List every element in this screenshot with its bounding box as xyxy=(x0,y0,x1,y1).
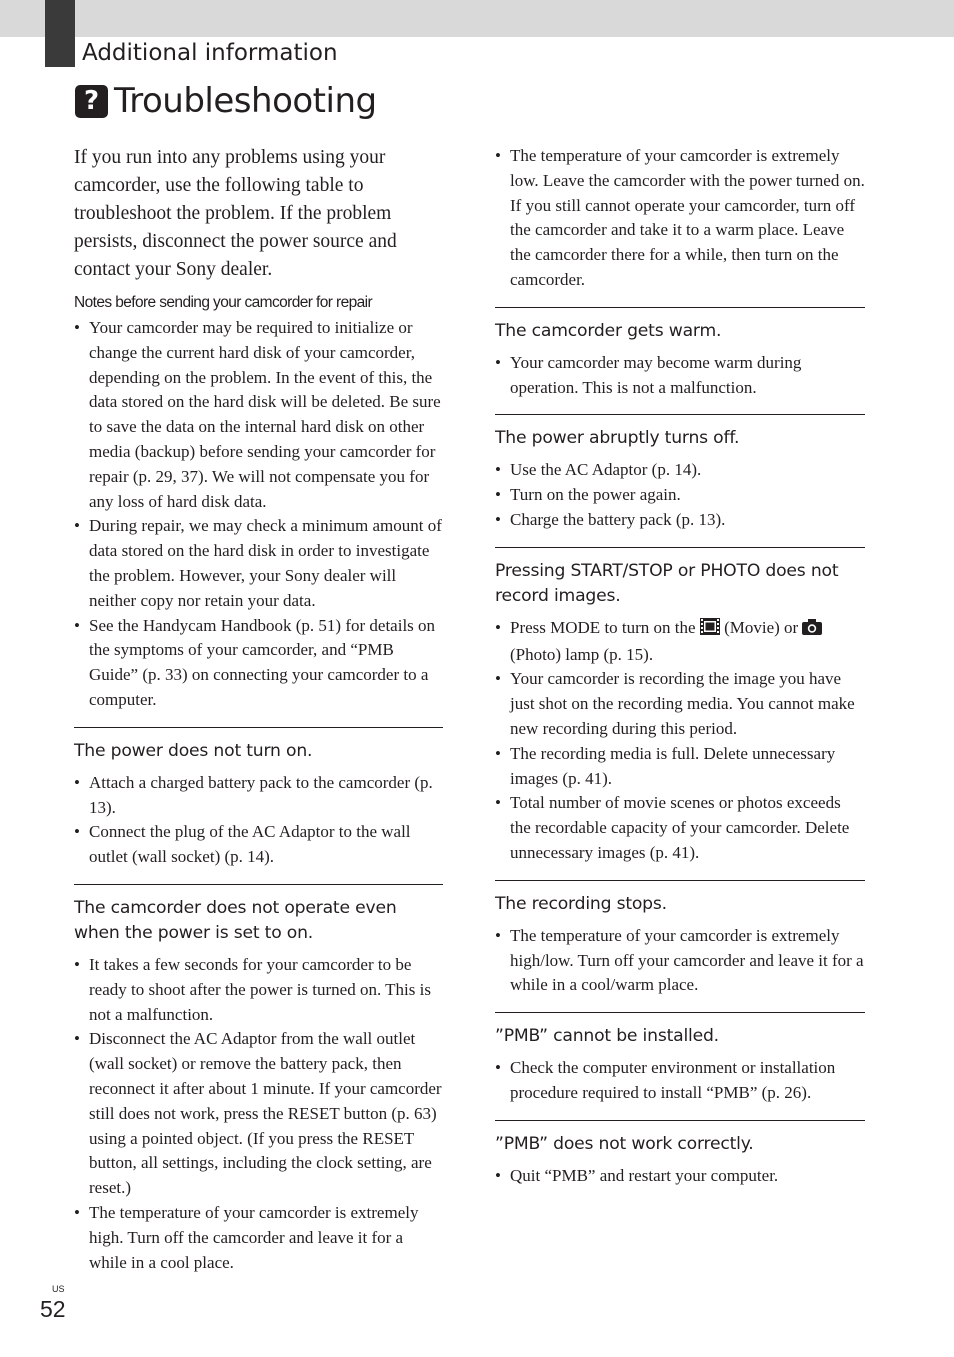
title-row xyxy=(75,81,377,121)
notes-heading: Notes before sending your camcorder for repair xyxy=(74,294,373,311)
list-item: • During repair, we may check a minimum amount of data stored on the hard disk in order to investigate the problem. However, your Sony dealer will neither copy nor retain your data. xyxy=(74,514,443,613)
item-text-a: Press MODE to turn on the xyxy=(510,617,696,637)
section-heading: The power abruptly turns off. xyxy=(495,428,740,449)
section-list xyxy=(495,458,865,532)
list-item: • Connect the plug of the AC Adaptor to the wall outlet (wall socket) (p. 14). xyxy=(74,820,443,870)
section-list xyxy=(74,771,443,870)
list-item: • Your camcorder may be required to initialize or change the current hard disk of your camcorder, depending on the problem. In the event of this, the data stored on the hard disk will be deleted. Be sure to save the data on the internal hard disk on other media (backup) before sending your camcorder for repair (p. 29, 37). We will not compensate you for any loss of hard disk data. xyxy=(74,316,443,514)
header-band xyxy=(0,0,954,37)
section-heading: The camcorder gets warm. xyxy=(495,320,722,341)
section-heading: The recording stops. xyxy=(495,893,667,914)
camera-icon xyxy=(802,618,822,643)
list-item: • Your camcorder is recording the image you have just shot on the recording media. You cannot make new recording during this period. xyxy=(495,667,865,741)
list-item: • The recording media is full. Delete unnecessary images (p. 41). xyxy=(495,742,865,792)
list-item: • Disconnect the AC Adaptor from the wall outlet (wall socket) or remove the battery pack, then reconnect it after about 1 minute. If your camcorder still does not work, press the RESET button (p. 63) using a pointed object. (If you press the RESET button, all settings, including the clock setting, are reset.) xyxy=(74,1027,443,1201)
divider xyxy=(495,880,865,881)
list-item: • Check the computer environment or installation procedure required to install “PMB” (p. 26). xyxy=(495,1056,865,1106)
list-item: • The temperature of your camcorder is extremely low. Leave the camcorder with the power turned on. If you still cannot operate your camcorder, turn off the camcorder and take it to a warm place. Leave the camcorder there for a while, then turn on the camcorder. xyxy=(495,144,865,293)
list-item: • Use the AC Adaptor (p. 14). xyxy=(495,458,865,483)
item-text-c: (Photo) lamp (p. 15). xyxy=(510,644,654,664)
section-list xyxy=(495,1056,865,1106)
list-item: • It takes a few seconds for your camcorder to be ready to shoot after the power is turned on. This is not a malfunction. xyxy=(74,953,443,1027)
list-item: • See the Handycam Handbook (p. 51) for details on the symptoms of your camcorder, and “PMB Guide” (p. 33) on connecting your camcorder to a computer. xyxy=(74,614,443,713)
region-label: US xyxy=(52,1284,65,1294)
list-item: • Charge the battery pack (p. 13). xyxy=(495,508,865,533)
left-column xyxy=(74,144,443,1275)
section-heading: ”PMB” cannot be installed. xyxy=(495,1026,719,1047)
divider xyxy=(74,727,443,728)
list-item: • The temperature of your camcorder is extremely high. Turn off the camcorder and leave it for a while in a cool place. xyxy=(74,1201,443,1275)
item-text-b: (Movie) or xyxy=(724,617,799,637)
divider xyxy=(495,307,865,308)
section-list xyxy=(495,351,865,401)
section-list xyxy=(74,953,443,1275)
section-list xyxy=(495,616,865,866)
list-item: • Quit “PMB” and restart your computer. xyxy=(495,1164,865,1189)
divider xyxy=(495,1012,865,1013)
section-heading: Pressing START/STOP or PHOTO does not record images. xyxy=(495,560,839,606)
divider xyxy=(495,414,865,415)
section-heading: ”PMB” does not work correctly. xyxy=(495,1133,754,1154)
section-label: Additional information xyxy=(82,40,338,66)
divider xyxy=(495,547,865,548)
list-item xyxy=(495,616,865,668)
list-item: • Your camcorder may become warm during operation. This is not a malfunction. xyxy=(495,351,865,401)
section-heading: The camcorder does not operate even when the power is set to on. xyxy=(74,897,397,943)
list-item: • Attach a charged battery pack to the camcorder (p. 13). xyxy=(74,771,443,821)
section-list xyxy=(495,1164,865,1189)
continued-list xyxy=(495,144,865,293)
list-item: • The temperature of your camcorder is extremely high/low. Turn off your camcorder and leave it for a while in a cool/warm place. xyxy=(495,924,865,998)
divider xyxy=(74,884,443,885)
section-heading: The power does not turn on. xyxy=(74,740,313,761)
page-title: Troubleshooting xyxy=(114,81,377,121)
film-icon xyxy=(700,618,720,643)
list-item: • Turn on the power again. xyxy=(495,483,865,508)
section-list xyxy=(495,924,865,998)
divider xyxy=(495,1120,865,1121)
right-column xyxy=(495,144,865,1189)
question-icon: ? xyxy=(75,85,108,118)
intro-paragraph: If you run into any problems using your camcorder, use the following table to troubleshoot the problem. If the problem persists, disconnect the power source and contact your Sony dealer. xyxy=(74,147,397,280)
section-tab xyxy=(45,0,75,67)
notes-list xyxy=(74,316,443,713)
page-number: 52 xyxy=(40,1296,66,1322)
list-item: • Total number of movie scenes or photos exceeds the recordable capacity of your camcorder. Delete unnecessary images (p. 41). xyxy=(495,791,865,865)
